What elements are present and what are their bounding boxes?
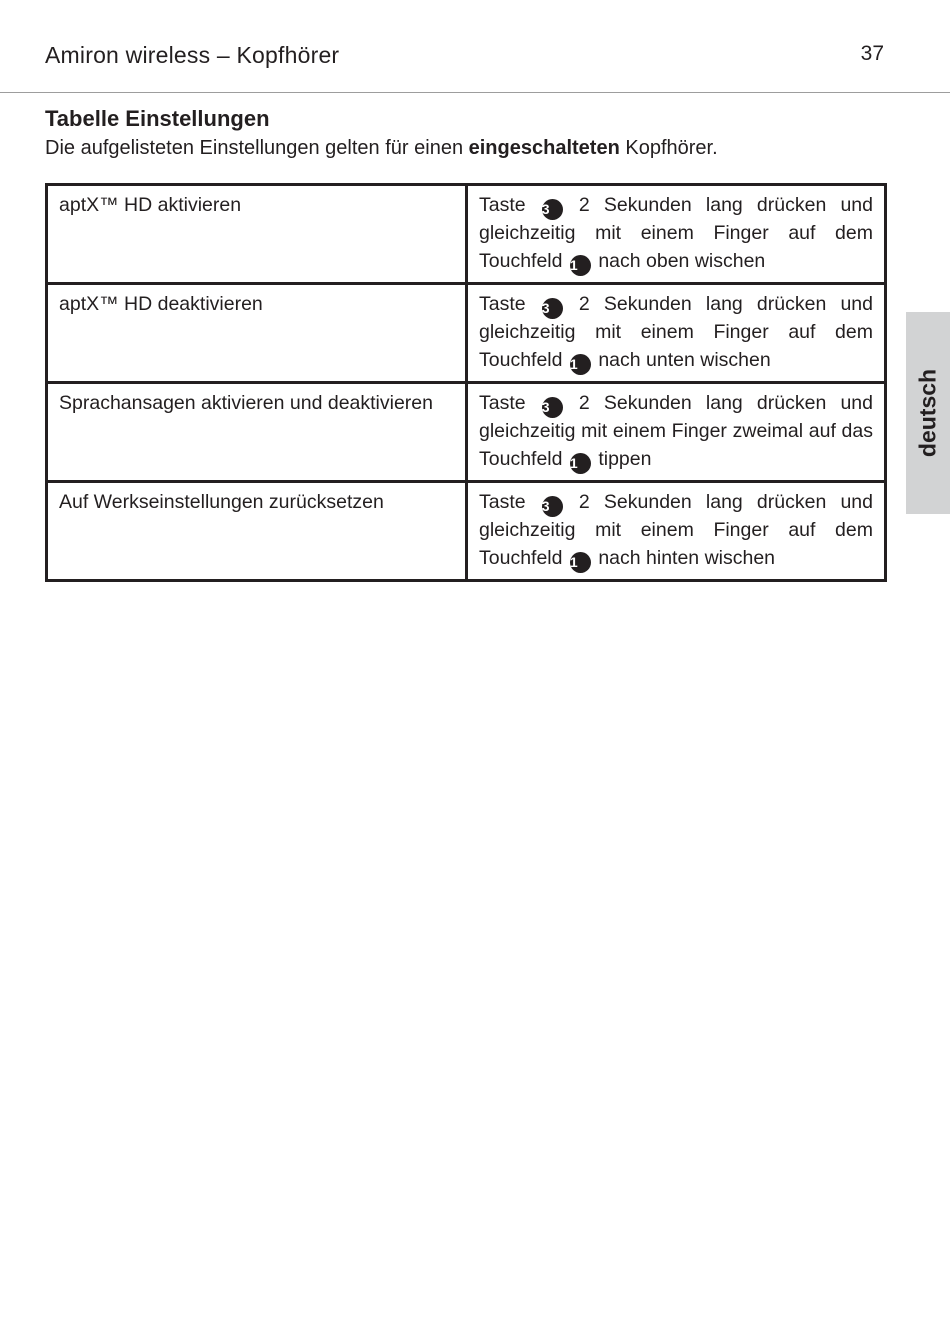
action-text: tippen xyxy=(592,447,652,470)
action-cell xyxy=(467,284,886,383)
button-number-badge: 3 xyxy=(542,397,563,418)
action-text: nach oben wischen xyxy=(592,249,766,272)
action-text: 2 Sekunden lang drücken und gleichzeitig mit einem Finger auf dem Touchfeld xyxy=(479,293,873,371)
action-text: 2 Sekunden lang drücken und gleichzeitig mit einem Finger auf dem Touchfeld xyxy=(479,491,873,569)
table-row xyxy=(47,185,886,284)
action-text: 2 Sekunden lang drücken und gleichzeitig mit einem Finger zweimal auf das Touchfeld xyxy=(479,392,873,470)
action-cell xyxy=(467,185,886,284)
button-number-badge: 3 xyxy=(542,496,563,517)
header-divider xyxy=(0,92,950,93)
action-text: Taste xyxy=(479,293,540,315)
action-text: Taste xyxy=(479,491,540,513)
running-header-title: Amiron wireless – Kopfhörer xyxy=(45,42,340,68)
touchpad-number-badge: 1 xyxy=(570,354,591,375)
action-text: Taste xyxy=(479,194,540,216)
button-number-badge: 3 xyxy=(542,199,563,220)
setting-cell: aptX™ HD deaktivieren xyxy=(47,284,467,383)
setting-cell: Sprachansagen aktivieren und deaktivieren xyxy=(47,383,467,482)
action-text: Taste xyxy=(479,392,540,414)
settings-table xyxy=(45,183,887,582)
touchpad-number-badge: 1 xyxy=(570,255,591,276)
action-text: 2 Sekunden lang drücken und gleichzeitig mit einem Finger auf dem Touchfeld xyxy=(479,194,873,272)
page-number: 37 xyxy=(860,42,884,65)
table-row xyxy=(47,482,886,581)
action-text: nach hinten wischen xyxy=(592,546,776,569)
setting-cell: aptX™ HD aktivieren xyxy=(47,185,467,284)
button-number-badge: 3 xyxy=(542,298,563,319)
table-row xyxy=(47,284,886,383)
language-side-tab xyxy=(906,312,950,514)
intro-text-emphasis: eingeschalteten xyxy=(468,137,620,159)
touchpad-number-badge: 1 xyxy=(570,453,591,474)
action-cell xyxy=(467,482,886,581)
intro-text-end: Kopfhörer. xyxy=(619,137,718,159)
intro-text-start: Die aufgelisteten Einstellungen gelten für einen xyxy=(45,137,469,159)
action-text: nach unten wischen xyxy=(592,348,771,371)
intro-text xyxy=(45,137,718,160)
setting-cell: Auf Werkseinstellungen zurücksetzen xyxy=(47,482,467,581)
table-row xyxy=(47,383,886,482)
language-side-tab-label: deutsch xyxy=(914,368,941,458)
action-cell xyxy=(467,383,886,482)
touchpad-number-badge: 1 xyxy=(570,552,591,573)
section-title: Tabelle Einstellungen xyxy=(45,106,270,131)
